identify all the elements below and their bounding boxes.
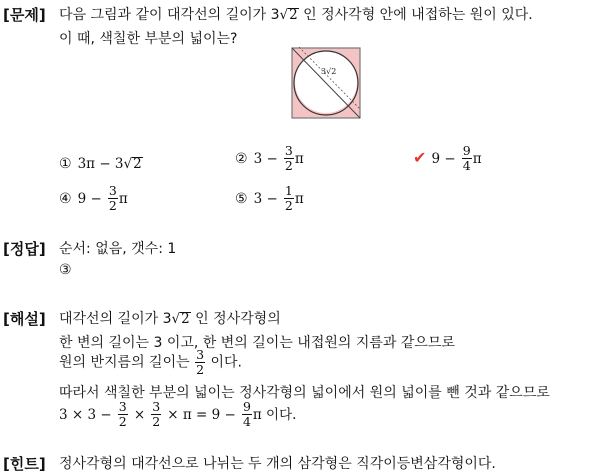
explanation-line-3-fraction <box>195 348 205 377</box>
choice-5-pre: 3 − <box>253 191 278 207</box>
choice-3-fraction <box>462 144 472 173</box>
explanation-line-5-frac-1-den: 2 <box>118 414 127 429</box>
problem-line-2: 이 때, 색칠한 부분의 넓이는? <box>59 31 238 47</box>
explanation-line-5 <box>59 400 296 429</box>
explanation-line-5-a: 3 × 3 − <box>59 407 112 423</box>
explanation-label: [해설] <box>3 310 46 328</box>
explanation-line-3 <box>59 348 242 377</box>
explanation-line-5-b: × π = 9 − <box>167 407 236 423</box>
choice-4-den: 2 <box>108 198 117 213</box>
choice-5-fraction <box>284 184 294 213</box>
problem-label: [문제] <box>3 6 46 24</box>
explanation-line-2: 한 변의 길이는 3 이고, 한 변의 길이는 내접원의 지름과 같으므로 <box>59 335 455 351</box>
explanation-line-5-times: × <box>133 407 146 423</box>
figure-label: 3√2 <box>321 67 337 76</box>
answer-line-2: ③ <box>59 262 72 278</box>
explanation-line-3-num: 3 <box>196 347 205 362</box>
sqrt-symbol: √ <box>123 156 133 172</box>
explanation-line-1 <box>59 308 281 328</box>
choice-4-mark: ④ <box>59 191 72 207</box>
choice-1-rad: 2 <box>133 156 142 172</box>
choice-3-num: 9 <box>462 143 471 158</box>
explanation-line-5-frac-3-den: 4 <box>242 414 251 429</box>
checkmark-icon: ✔ <box>413 148 427 167</box>
problem-line-1-b: 인 정사각형 안에 내접하는 원이 있다. <box>303 7 533 23</box>
explanation-line-5-frac-1-num: 3 <box>118 399 127 414</box>
square-circle-figure <box>291 47 361 119</box>
choice-5-den: 2 <box>284 198 293 213</box>
sqrt-symbol: √ <box>279 7 289 23</box>
problem-line-1-rad: 2 <box>289 7 298 23</box>
explanation-line-5-frac-2-num: 3 <box>152 399 161 414</box>
choice-3-post: π <box>472 151 482 167</box>
explanation-line-3-a: 원의 반지름의 길이는 <box>59 354 190 371</box>
choice-3-pre: 9 − <box>431 151 456 167</box>
explanation-line-3-b: 이다. <box>210 354 242 371</box>
answer-label: [정답] <box>3 240 46 258</box>
choice-4-fraction <box>108 184 118 213</box>
explanation-line-1-a: 대각선의 길이가 3 <box>59 311 172 327</box>
choice-2-pre: 3 − <box>253 151 278 167</box>
hint-label: [힌트] <box>3 455 46 473</box>
choice-5-post: π <box>294 191 304 207</box>
choice-4-post: π <box>118 191 128 207</box>
answer-line-1: 순서: 없음, 갯수: 1 <box>59 241 177 257</box>
explanation-line-5-frac-2 <box>151 400 161 429</box>
choice-5-num: 1 <box>284 183 293 198</box>
choice-3-den: 4 <box>462 158 471 173</box>
explanation-line-5-frac-1 <box>118 400 128 429</box>
explanation-line-5-frac-2-den: 2 <box>152 414 161 429</box>
choice-2-fraction <box>284 144 294 173</box>
choice-2-post: π <box>294 151 304 167</box>
choice-2[interactable] <box>235 144 304 173</box>
problem-line-1-a: 다음 그림과 같이 대각선의 길이가 3 <box>59 7 280 23</box>
explanation-line-4: 따라서 색칠한 부분의 넓이는 정사각형의 넓이에서 원의 넓이를 뺀 것과 같으므로 <box>59 385 550 401</box>
sqrt-symbol: √ <box>171 311 181 327</box>
choice-4-pre: 9 − <box>77 191 102 207</box>
choice-1-pre: 3π − 3 <box>77 156 124 172</box>
explanation-line-1-rad: 2 <box>181 311 190 327</box>
problem-line-1 <box>59 4 533 24</box>
explanation-line-5-frac-3 <box>242 400 252 429</box>
explanation-line-5-c: π 이다. <box>252 407 297 423</box>
choice-2-den: 2 <box>284 158 293 173</box>
explanation-line-3-den: 2 <box>196 362 205 377</box>
choice-2-num: 3 <box>284 143 293 158</box>
hint-text: 정사각형의 대각선으로 나뉘는 두 개의 삼각형은 직각이등변삼각형이다. <box>59 456 496 472</box>
choice-3[interactable] <box>413 144 482 173</box>
explanation-line-1-b: 인 정사각형의 <box>195 311 281 327</box>
choice-2-mark: ② <box>235 151 248 167</box>
choice-1[interactable] <box>59 153 143 172</box>
choice-4[interactable] <box>59 184 128 213</box>
choice-5[interactable] <box>235 184 304 213</box>
choice-1-mark: ① <box>59 156 72 172</box>
choice-5-mark: ⑤ <box>235 191 248 207</box>
choice-4-num: 3 <box>108 183 117 198</box>
explanation-line-5-frac-3-num: 9 <box>242 399 251 414</box>
